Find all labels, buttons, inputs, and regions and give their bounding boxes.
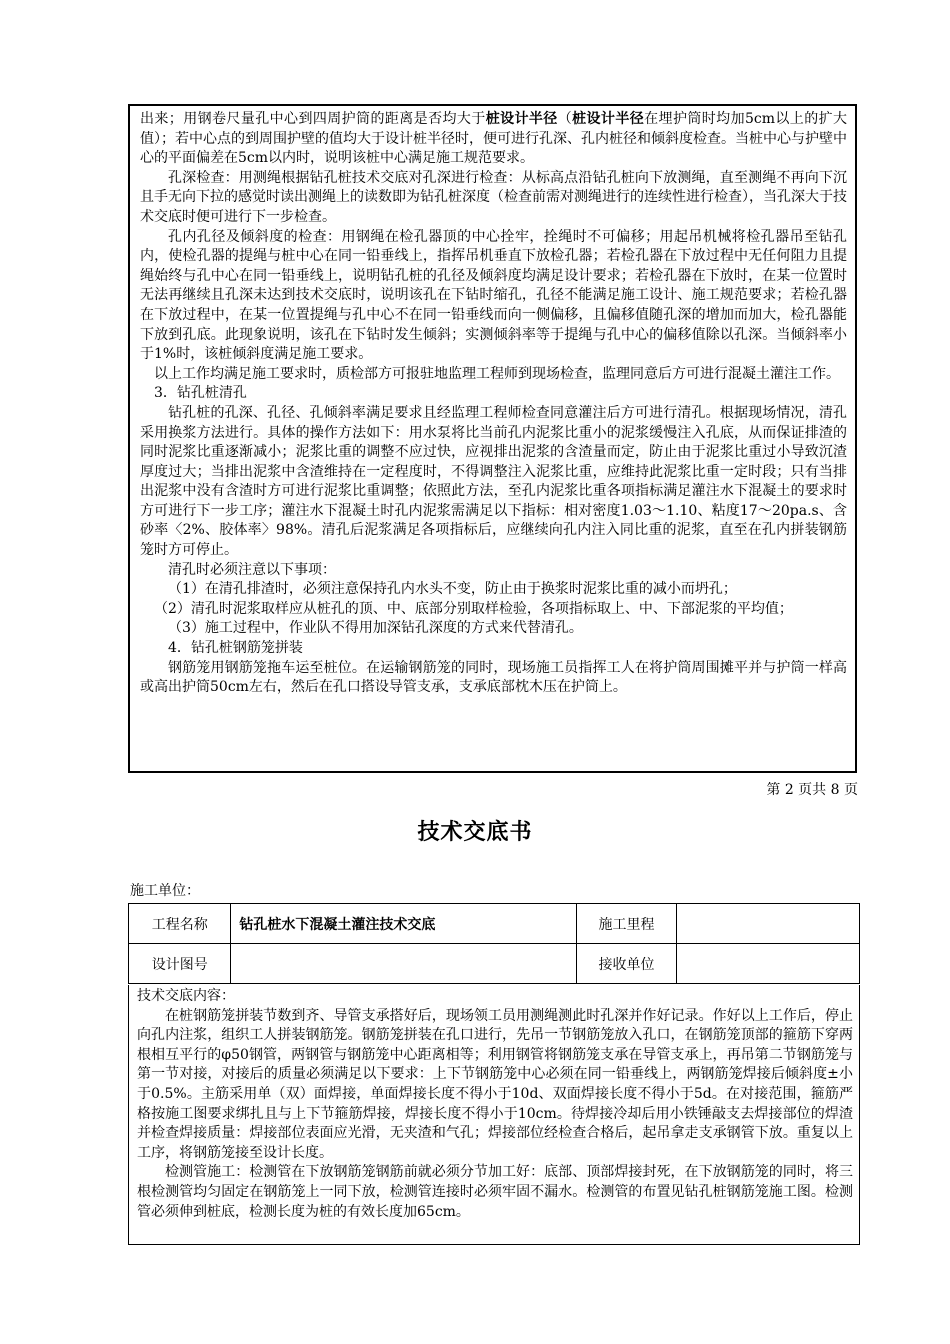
highlight-term: 桩设计半径 [572, 111, 645, 127]
paragraph: 在桩钢筋笼拼装节数到齐、导管支承搭好后，现场领工员用测绳测此时孔深并作好记录。作好以上工作后，停止向孔内注浆，组织工人拼装钢筋笼。钢筋笼拼装在孔口进行，先吊一节钢筋笼放入孔口，在钢筋笼顶部的箍筋下穿两根相互平行的φ50钢管，两钢管与钢筋笼中心距离相等；利用钢管将钢筋笼支承在导管支承上，再吊第二节钢筋笼与第一节对接，对接后的质量必须满足以下要求：上下节钢筋笼中心必须在同一铅垂线上，两钢筋笼焊接后倾斜度±小于0.5%。主筋采用单（双）面焊接，单面焊接长度不得小于10d、双面焊接长度不得小于5d。在对接范围，箍筋严格按施工图要求绑扎且与上下节箍筋焊接，焊接长度不得小于10cm。待焊接冷却后用小铁锤敲支去焊接部位的焊渣并检查焊接质量：焊接部位表面应光滑，无夹渣和气孔；焊接部位经检查合格后，起吊拿走支承钢管下放。重复以上工序，将钢筋笼接至设计长度。 [137, 1007, 853, 1161]
paragraph: 检测管施工：检测管在下放钢筋笼钢筋前就必须分节加工好：底部、顶部焊接封死，在下放钢筋笼的同时，将三根检测管均匀固定在钢筋笼上一同下放，检测管连接时必须牢固不漏水。检测管的布置见钻孔桩钢筋笼施工图。检测管必须伸到桩底，检测长度为桩的有效长度加65cm。 [137, 1164, 853, 1220]
text-segment: 在埋护筒时均加5cm以上的扩大值）；若中心点的到周围护壁的值均大于设计桩半径时，便可进行孔深、孔内桩径和倾斜度检查。当桩中心与护壁中心的平面偏差在5cm以内时，说明该桩中心满足施工规范要求。 [140, 111, 848, 167]
list-item: （2）清孔时泥浆取样应从桩孔的顶、中、底部分别取样检验，各项指标取上、中、下部泥浆的平均值； [154, 600, 793, 617]
paragraph: 清孔时必须注意以下事项： [168, 561, 336, 578]
content-label: 技术交底内容： [137, 988, 235, 1004]
paragraph: 孔深检查：用测绳根据钻孔桩技术交底对孔深进行检查：从标高点沿钻孔桩向下放测绳，直至测绳不再向下沉且手无向下拉的感觉时读出测绳上的读数即为钻孔桩深度（检查前需对测绳进行的连续性进行检查），当孔深大于技术交底时便可进行下一步检查。 [140, 169, 847, 225]
text-segment: （ [557, 111, 573, 127]
paragraph: 孔内孔径及倾斜度的检查：用钢绳在检孔器顶的中心拴牢，拴绳时不可偏移；用起吊机械将检孔器吊至钻孔内，使检孔器的提绳与桩中心在同一铅垂线上，指挥吊机垂直下放检孔器；若检孔器在下放过程中无任何阻力且提绳始终与孔中心在同一铅垂线上，说明钻孔桩的孔径及倾斜度均满足设计要求；若检孔器在下放时，在某一位置时无法再继续且孔深未达到技术交底时，说明该孔在下钻时缩孔，孔径不能满足施工设计、施工规范要求；若检孔器在下放过程中，在某一位置提绳与孔中心不在同一铅垂线而向一侧偏移，且偏移值随孔深的增加而加大，检孔器能下放到孔底。此现象说明，该孔在下钻时发生倾斜；实测倾斜率等于提绳与孔中心的偏移值除以孔深。当倾斜率小于1%时，该桩倾斜度满足施工要求。 [140, 228, 847, 363]
receiver-value [677, 944, 860, 984]
drawing-label: 设计图号 [129, 944, 231, 984]
table-row [129, 944, 860, 984]
info-table [128, 903, 860, 984]
paragraph: 钻孔桩的孔深、孔径、孔倾斜率满足要求且经监理工程师检查同意灌注后方可进行清孔。根据现场情况，清孔采用换浆方法进行。具体的操作方法如下：用水泵将比当前孔内泥浆比重小的泥浆缓慢注入孔底，从而保证排渣的同时泥浆比重逐渐减小；泥浆比重的调整不应过快，应视排出泥浆的含渣量而定，防止由于泥浆比重过小导致沉渣厚度过大；当排出泥浆中含渣维持在一定程度时，不得调整注入泥浆比重，应维持此泥浆比重一定时段；只有当排出泥浆中没有含渣时方可进行泥浆比重调整；依照此方法，至孔内泥浆比重各项指标满足灌注水下混凝土的要求时方可进行下一步工序；灌注水下混凝土时孔内泥浆需满足以下指标：相对密度1.03～1.10、粘度17～20pa.s、含砂率〈2%、胶体率〉98%。清孔后泥浆满足各项指标后，应继续向孔内注入同比重的泥浆，直至在孔内拼装钢筋笼时方可停止。 [140, 404, 847, 559]
technical-content-box [128, 985, 860, 1245]
mileage-value [677, 904, 860, 944]
page1-content-box [128, 104, 857, 773]
project-name-value: 钻孔桩水下混凝土灌注技术交底 [231, 904, 576, 944]
list-item: （3）施工过程中，作业队不得用加深钻孔深度的方式来代替清孔。 [168, 620, 583, 637]
paragraph: 以上工作均满足施工要求时，质检部方可报驻地监理工程师到现场检查，监理同意后方可进行混凝土灌注工作。 [154, 365, 840, 382]
construction-unit-label: 施工单位： [130, 883, 200, 899]
paragraph: 钢筋笼用钢筋笼拖车运至桩位。在运输钢筋笼的同时，现场施工员指挥工人在将护筒周围摊平并与护筒一样高或高出护筒50cm左右，然后在孔口搭设导管支承，支承底部枕木压在护筒上。 [140, 659, 847, 696]
text-segment: 出来；用钢卷尺量孔中心到四周护筒的距离是否均大于 [140, 111, 486, 127]
list-item: （1）在清孔排渣时，必须注意保持孔内水头不变，防止由于换浆时泥浆比重的减小而坍孔； [168, 581, 737, 598]
section-heading: 3．钻孔桩清孔 [154, 385, 247, 402]
highlight-term: 桩设计半径 [485, 111, 558, 127]
mileage-label: 施工里程 [576, 904, 676, 944]
receiver-label: 接收单位 [576, 944, 676, 984]
section-heading: 4．钻孔桩钢筋笼拼装 [168, 640, 303, 657]
table-row [129, 904, 860, 944]
drawing-value [231, 944, 576, 984]
paragraph [140, 110, 847, 169]
project-name-label: 工程名称 [129, 904, 231, 944]
page-number: 第 2 页共 8 页 [766, 782, 858, 798]
document-title: 技术交底书 [417, 819, 533, 845]
